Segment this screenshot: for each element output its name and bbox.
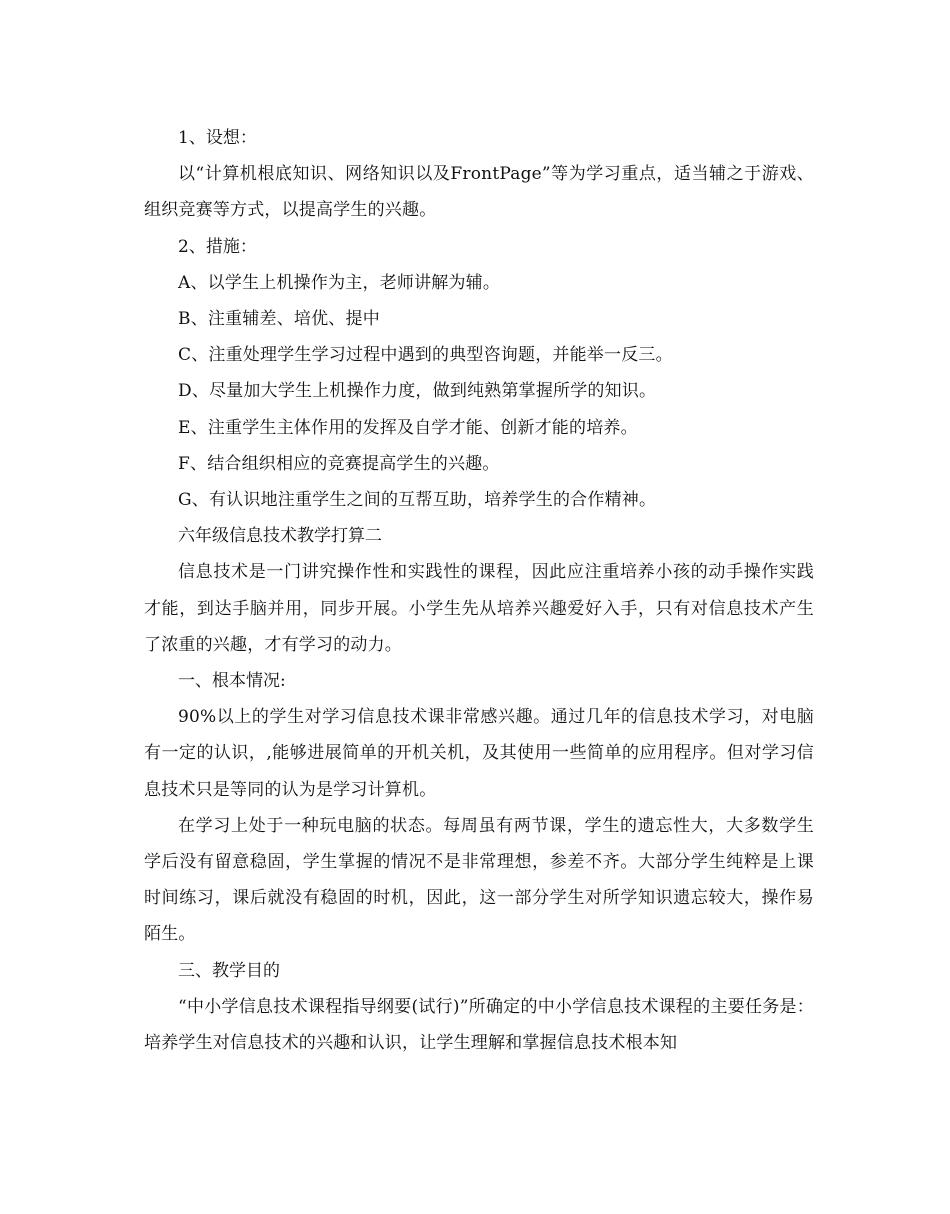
measure-item-b: B、注重辅差、培优、提中 (178, 309, 380, 330)
measure-item-f: F、结合组织相应的竞赛提高学生的兴趣。 (178, 453, 500, 474)
section-heading-measures: 2、措施： (178, 236, 257, 257)
document-body (144, 120, 814, 1061)
section-heading-basic-situation: 一、根本情况: (178, 671, 286, 692)
measure-item-g: G、有认识地注重学生之间的互帮互助，培养学生的合作精神。 (178, 490, 657, 511)
measure-item-c: C、注重处理学生学习过程中遇到的典型咨询题，并能举一反三。 (178, 345, 673, 366)
measure-item-a: A、以学生上机操作为主，老师讲解为辅。 (178, 272, 501, 293)
section-heading-plan: 1、设想： (178, 128, 257, 148)
measure-item-e: E、注重学生主体作用的发挥及自学才能、创新才能的培养。 (178, 417, 638, 438)
paragraph-plan-focus: 以“计算机根底知识、网络知识以及FrontPage”等为学习重点，适当辅之于游戏、组织竞赛等方式，以提高学生的兴趣。 (144, 164, 814, 221)
document-subtitle: 六年级信息技术教学打算二 (178, 526, 382, 547)
paragraph-learning-state: 在学习上处于一种玩电脑的状态。每周虽有两节课，学生的遗忘性大，大多数学生学后没有留意稳固，学生掌握的情况不是非常理想，参差不齐。大部分学生纯粹是上课时间练习，课后就没有稳固的时机，因此，这一部分学生对所学知识遗忘较大，操作易陌生。 (144, 815, 814, 945)
paragraph-student-interest: 90%以上的学生对学习信息技术课非常感兴趣。通过几年的信息技术学习，对电脑有一定的认识，,能够进展简单的开机关机，及其使用一些简单的应用程序。但对学习信息技术只是等同的认为是学习计算机。 (144, 707, 814, 800)
paragraph-curriculum-task: “中小学信息技术课程指导纲要(试行)”所确定的中小学信息技术课程的主要任务是：培养学生对信息技术的兴趣和认识，让学生理解和掌握信息技术根本知 (144, 996, 814, 1054)
paragraph-intro: 信息技术是一门讲究操作性和实践性的课程，因此应注重培养小孩的动手操作实践才能，到达手脑并用，同步开展。小学生先从培养兴趣爱好入手，只有对信息技术产生了浓重的兴趣，才有学习的动力。 (144, 562, 814, 655)
section-heading-teaching-goals: 三、教学目的 (178, 960, 280, 981)
measure-item-d: D、尽量加大学生上机操作力度，做到纯熟第掌握所学的知识。 (178, 381, 657, 402)
